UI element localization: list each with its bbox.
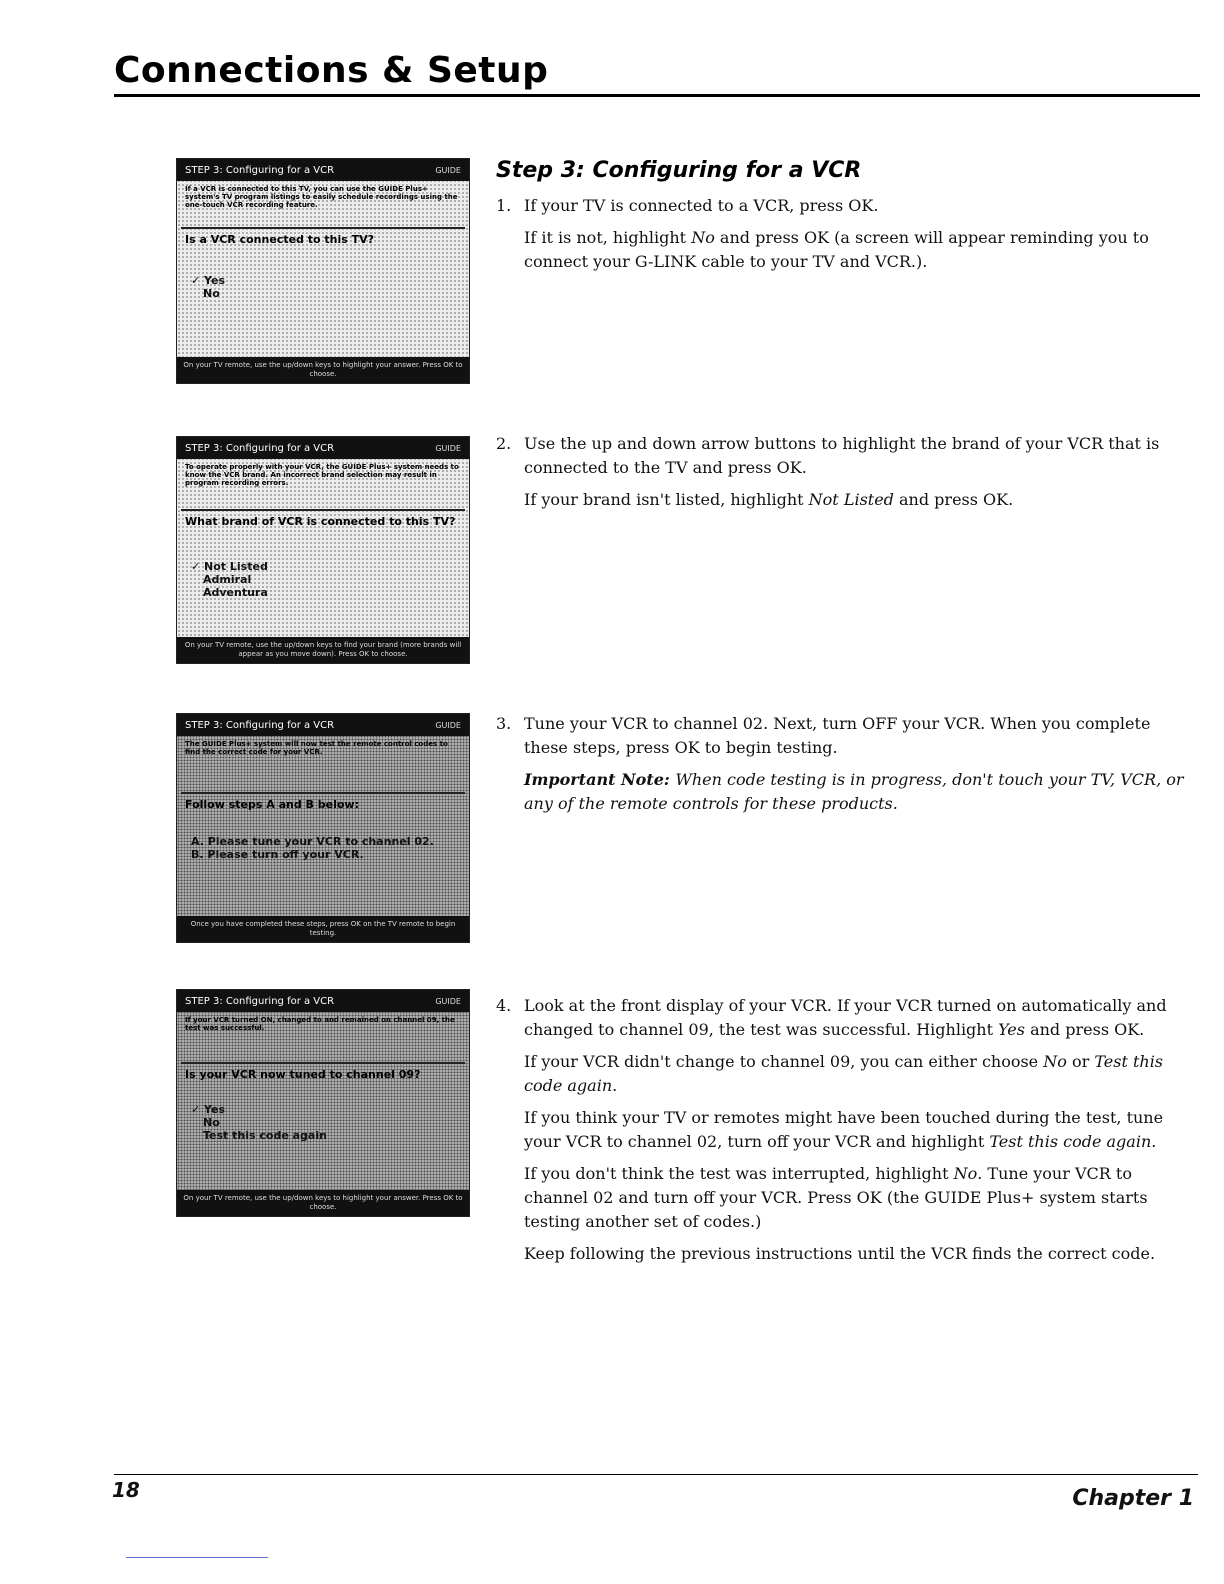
chapter-label: Chapter 1 <box>1072 1486 1194 1511</box>
screen-footer: On your TV remote, use the up/down keys to highlight your answer. Press OK to choose. <box>177 357 469 383</box>
screen-description: To operate properly with your VCR, the GUIDE Plus+ system needs to know the VCR brand. An incorrect brand selection may result in program recording errors. <box>185 463 459 487</box>
instruction-turn-off: B. Please turn off your VCR. <box>191 848 364 861</box>
screen-footer: On your TV remote, use the up/down keys to highlight your answer. Press OK to choose. <box>177 1190 469 1216</box>
screen-step-title: STEP 3: Configuring for a VCR <box>185 164 335 176</box>
step-number: 3. <box>496 714 512 733</box>
step-body <box>524 712 1186 816</box>
screen-question: Follow steps A and B below: <box>185 798 359 811</box>
decorative-line <box>126 1557 268 1558</box>
step-paragraph: If your brand isn't listed, highlight Not Listed and press OK. <box>524 490 1014 509</box>
important-note-text: When code testing is in progress, don't touch your TV, VCR, or any of the remote controls for these products. <box>524 770 1184 813</box>
emphasized-term: Test this code again <box>989 1132 1152 1151</box>
section-heading-wrap <box>496 158 1186 183</box>
step-item <box>496 432 1186 520</box>
step-paragraph: Use the up and down arrow buttons to highlight the brand of your VCR that is connected to the TV and press OK. <box>524 434 1160 477</box>
step-number: 2. <box>496 434 512 453</box>
important-note-label: Important Note: <box>524 770 676 789</box>
guide-logo-icon: GUIDE <box>435 165 461 175</box>
screen-options <box>177 532 469 603</box>
option-adventura[interactable]: Adventura <box>203 586 268 599</box>
section-heading: Step 3: Configuring for a VCR <box>496 158 862 183</box>
screen-options <box>177 815 469 865</box>
screen-question: Is a VCR connected to this TV? <box>185 233 375 246</box>
screen-footer: Once you have completed these steps, press OK on the TV remote to begin testing. <box>177 916 469 942</box>
step-number: 4. <box>496 996 512 1015</box>
screen-description: If a VCR is connected to this TV, you can use the GUIDE Plus+ system's TV program listings to easily schedule recordings using the one-touch VCR recording feature. <box>185 185 458 209</box>
screen-title-bar <box>177 990 469 1012</box>
option-no[interactable]: No <box>203 1116 220 1129</box>
guide-logo-icon: GUIDE <box>435 996 461 1006</box>
tv-screen-vcr-connected <box>176 158 470 384</box>
screen-options <box>177 1085 469 1146</box>
tv-screen-vcr-brand <box>176 436 470 664</box>
page-header <box>114 50 548 91</box>
screen-description: The GUIDE Plus+ system will now test the remote control codes to find the correct code for your VCR. <box>185 740 448 756</box>
option-test-again[interactable]: Test this code again <box>203 1129 327 1142</box>
screen-step-title: STEP 3: Configuring for a VCR <box>185 442 335 454</box>
screen-question: What brand of VCR is connected to this TV? <box>185 515 456 528</box>
screen-step-title: STEP 3: Configuring for a VCR <box>185 995 335 1007</box>
screen-footer: On your TV remote, use the up/down keys to find your brand (more brands will appear as you move down). Press OK to choose. <box>177 637 469 663</box>
emphasized-term: Yes <box>998 1020 1025 1039</box>
step-paragraph: If your VCR didn't change to channel 09, you can either choose No or Test this code again. <box>524 1052 1164 1095</box>
screen-title-bar <box>177 437 469 459</box>
step-item <box>496 194 1186 282</box>
step-paragraph: Tune your VCR to channel 02. Next, turn OFF your VCR. When you complete these steps, press OK to begin testing. <box>524 714 1151 757</box>
option-no[interactable]: No <box>203 287 220 300</box>
instruction-tune: A. Please tune your VCR to channel 02. <box>191 835 434 848</box>
step-paragraph: If your TV is connected to a VCR, press OK. <box>524 196 879 215</box>
step-paragraph: If you think your TV or remotes might have been touched during the test, tune your VCR to channel 02, turn off your VCR and highlight Test this code again. <box>524 1108 1164 1151</box>
step-paragraph: If it is not, highlight No and press OK (a screen will appear reminding you to connect your G-LINK cable to your TV and VCR.). <box>524 228 1149 271</box>
tv-screen-code-test <box>176 713 470 943</box>
step-item <box>496 994 1186 1274</box>
option-yes[interactable]: ✓ Yes <box>191 274 226 287</box>
screen-question: Is your VCR now tuned to channel 09? <box>185 1068 421 1081</box>
step-body <box>524 194 1186 274</box>
step-item <box>496 712 1186 824</box>
guide-logo-icon: GUIDE <box>435 443 461 453</box>
emphasized-term: No <box>953 1164 978 1183</box>
page-number: 18 <box>112 1478 140 1502</box>
screen-title-bar <box>177 714 469 736</box>
option-yes[interactable]: ✓ Yes <box>191 1103 226 1116</box>
emphasized-term: No <box>691 228 715 247</box>
emphasized-term: Not Listed <box>808 490 894 509</box>
step-paragraph: Keep following the previous instructions until the VCR finds the correct code. <box>524 1244 1156 1263</box>
important-note <box>524 768 1186 816</box>
step-body <box>524 432 1186 512</box>
header-divider <box>114 94 1200 97</box>
option-not-listed[interactable]: ✓ Not Listed <box>191 560 268 573</box>
screen-step-title: STEP 3: Configuring for a VCR <box>185 719 335 731</box>
footer-divider <box>114 1474 1198 1475</box>
tv-screen-test-result <box>176 989 470 1217</box>
step-paragraph: Look at the front display of your VCR. If your VCR turned on automatically and changed to channel 09, the test was successful. Highlight Yes and press OK. <box>524 996 1167 1039</box>
page-title: Connections & Setup <box>114 50 549 91</box>
screen-title-bar <box>177 159 469 181</box>
step-number: 1. <box>496 196 512 215</box>
step-body <box>524 994 1186 1266</box>
emphasized-term: No <box>1043 1052 1067 1071</box>
step-paragraph: If you don't think the test was interrupted, highlight No. Tune your VCR to channel 02 and turn off your VCR. Press OK (the GUIDE Plus+ system starts testing another set of codes.) <box>524 1164 1148 1231</box>
screen-options <box>177 250 469 304</box>
emphasized-term: Test this code again <box>524 1052 1164 1095</box>
screen-description: If your VCR turned ON, changed to and remained on channel 09, the test was successful. <box>185 1016 455 1032</box>
option-admiral[interactable]: Admiral <box>203 573 252 586</box>
guide-logo-icon: GUIDE <box>435 720 461 730</box>
